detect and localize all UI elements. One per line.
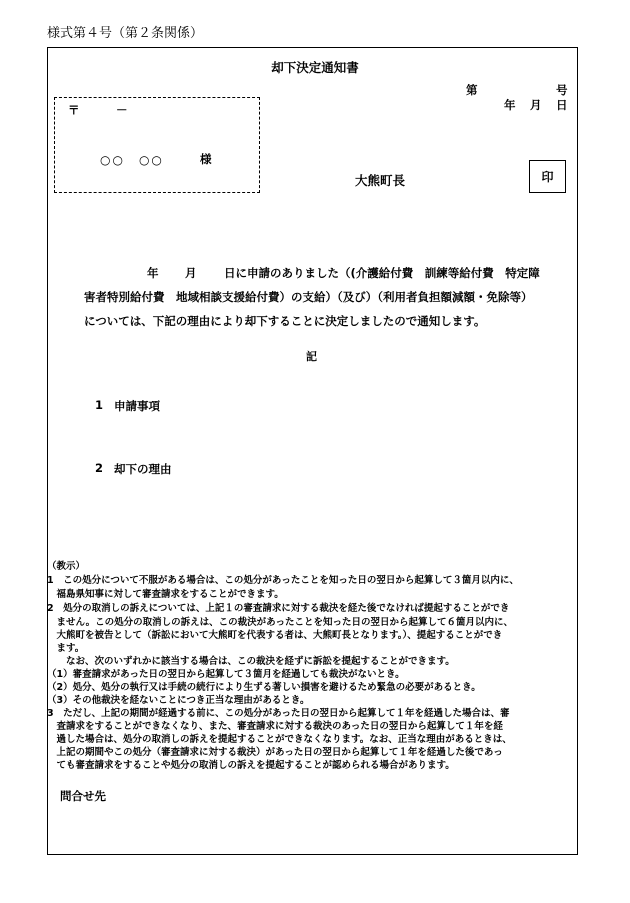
form-number: 様式第４号（第２条関係） bbox=[47, 26, 204, 41]
seal-box: 印 bbox=[529, 160, 566, 193]
notes-line: 上記の期間やこの処分（審査請求に対する裁決）があった日の翌日から起算して１年を経過した後であっ bbox=[47, 747, 503, 758]
notes-line: ても審査請求をすることや処分の取消しの訴えを提起することが認められる場合があります。 bbox=[47, 760, 455, 771]
notes-line: なお、次のいずれかに該当する場合は、この裁決を経ずに訴訟を提起することができます。 bbox=[47, 656, 455, 667]
date-day: 日 bbox=[556, 98, 568, 112]
date-year: 年 bbox=[504, 98, 516, 112]
ki-marker: 記 bbox=[306, 350, 317, 363]
notes-line: ません。この処分の取消しの訴えは、この裁決があったことを知った日の翌日から起算して６箇月以内に、 bbox=[47, 617, 513, 628]
postal-mark: 〒 bbox=[68, 103, 80, 117]
item-1-label: 申請事項 bbox=[114, 399, 160, 413]
document-title: 却下決定通知書 bbox=[271, 60, 359, 75]
recipient-honorific: 様 bbox=[200, 152, 212, 166]
notes-line: 福島県知事に対して審査請求をすることができます。 bbox=[47, 589, 284, 600]
notes-line: 過した場合は、処分の取消しの訴えを提起することができなくなります。なお、正当な理由があるときは、 bbox=[47, 734, 512, 745]
postal-dash: － bbox=[116, 103, 128, 117]
item-2-number: 2 bbox=[95, 461, 104, 475]
notes-line: 査請求をすることができなくなり、また、審査請求に対する裁決のあった日の翌日から起算して１年を経 bbox=[47, 721, 503, 732]
contact-label: 問合せ先 bbox=[60, 789, 106, 803]
doc-number-dai: 第 bbox=[466, 83, 478, 97]
date-month: 月 bbox=[530, 98, 542, 112]
notes-line: 大熊町を被告として（訴訟において大熊町を代表する者は、大熊町長となります。）、提起することができ bbox=[47, 630, 503, 641]
sender-name: 大熊町長 bbox=[355, 173, 406, 188]
body-line-2: 害者特別給付費 地域相談支援給付費）の支給）（及び）（利用者負担額減額・免除等） bbox=[84, 290, 533, 304]
notes-line: ます。 bbox=[47, 643, 85, 654]
body-date-month: 月 bbox=[185, 266, 197, 280]
notes-line: 1 この処分について不服がある場合は、この処分があったことを知った日の翌日から起算して３箇月以内に、 bbox=[47, 575, 519, 586]
doc-number-go: 号 bbox=[556, 83, 568, 97]
notes-line: （2）処分、処分の執行又は手続の続行により生ずる著しい損害を避けるため緊急の必要があるとき。 bbox=[47, 682, 481, 693]
recipient-name: ○○ ○○ bbox=[100, 153, 164, 167]
notes-header: （教示） bbox=[47, 561, 86, 572]
notes-line: 3 ただし、上記の期間が経過する前に、この処分があった日の翌日から起算して１年を経過した場合は、審 bbox=[47, 708, 510, 719]
notes-line: 2 処分の取消しの訴えについては、上記１の審査請求に対する裁決を経た後でなければ提起することができ bbox=[47, 603, 510, 614]
item-1-number: 1 bbox=[95, 398, 104, 412]
body-line-3: については、下記の理由により却下することに決定しましたので通知します。 bbox=[84, 314, 486, 328]
notes-line: （3）その他裁決を経ないことにつき正当な理由があるとき。 bbox=[47, 695, 310, 706]
notes-line: （1）審査請求があった日の翌日から起算して３箇月を経過しても裁決がないとき。 bbox=[47, 669, 405, 680]
body-date-year: 年 bbox=[147, 266, 159, 280]
address-box bbox=[54, 97, 260, 193]
item-2-label: 却下の理由 bbox=[114, 462, 172, 476]
body-line-1: 日に申請のありました（(介護給付費 訓練等給付費 特定障 bbox=[224, 266, 540, 280]
